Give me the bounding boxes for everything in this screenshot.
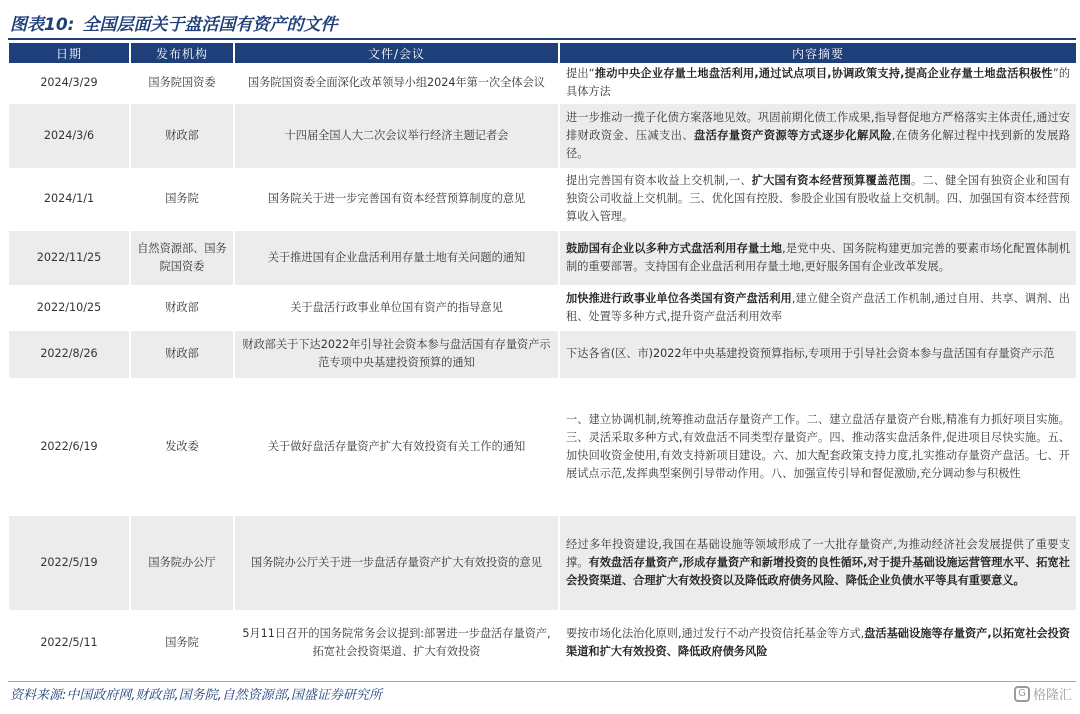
footer-divider [8,681,1076,682]
summary-highlight: 鼓励国有企业以多种方式盘活利用存量土地 [566,241,783,255]
cell-org: 国务院 [130,610,234,676]
cell-document: 国务院办公厅关于进一步盘活存量资产扩大有效投资的意见 [234,515,559,610]
cell-date: 2022/5/11 [9,610,130,676]
watermark-text: 格隆汇 [1032,688,1072,703]
summary-highlight: 盘活存量资产资源等方式逐步化解风险 [694,128,892,142]
summary-highlight: 有效盘活存量资产,形成存量资产和新增投资的良性循环,对于提升基础设施运营管理水平、拓宽社会投资渠道、合理扩大有效投资以及降低政府债务风险、降低企业负债水平等具有重要意义。 [566,555,1070,587]
cell-document: 十四届全国人大二次会议举行经济主题记者会 [234,103,559,168]
cell-document: 财政部关于下达2022年引导社会资本参与盘活国有存量资产示范专项中央基建投资预算的通知 [234,330,559,378]
cell-document: 关于推进国有企业盘活利用存量土地有关问题的通知 [234,230,559,285]
table-header-row [9,43,1076,63]
policy-documents-table [9,43,1076,677]
table-row [9,168,1076,230]
cell-org: 国务院国资委 [130,63,234,103]
summary-highlight: 扩大国有资本经营预算覆盖范围 [751,174,911,187]
cell-org: 自然资源部、国务院国资委 [130,230,234,285]
cell-document: 国务院国资委全面深化改革领导小组2024年第一次全体会议 [234,63,559,103]
summary-text: 经过多年投资建设,我国在基础设施等领域形成了一大批存量资产,为推动经济社会发展提供了重要支撑。 [566,537,1070,569]
summary-text: 进一步推动一揽子化债方案落地见效。巩固前期化债工作成果,指导督促地方严格落实主体责任,通过安排财政资金、压减支出、 [566,110,1070,142]
cell-date: 2022/10/25 [9,285,130,330]
summary-text: 提出“ [566,66,595,80]
summary-text: ,在债务化解过程中找到新的发展路径。 [566,128,1070,160]
cell-summary [559,330,1076,378]
cell-org: 财政部 [130,103,234,168]
summary-highlight: 推动中央企业存量土地盘活利用,通过试点项目,协调政策支持,提高企业存量土地盘活积极性 [594,66,1053,80]
cell-summary [559,610,1076,676]
summary-text: ,是党中央、国务院构建更加完善的要素市场化配置体制机制的重要部署。支持国有企业盘活利用存量土地,更好服务国有企业改革发展。 [566,241,1070,273]
cell-date: 2022/8/26 [9,330,130,378]
column-header-document: 文件/会议 [234,43,559,63]
cell-org: 国务院 [130,168,234,230]
figure-title-text: 全国层面关于盘活国有资产的文件 [82,14,338,35]
cell-document: 关于盘活行政事业单位国有资产的指导意见 [234,285,559,330]
summary-text: 要按市场化法治化原则,通过发行不动产投资信托基金等方式, [566,627,865,640]
column-header-summary: 内容摘要 [559,43,1076,63]
summary-highlight: 加快推进行政事业单位各类国有资产盘活利用 [566,291,792,305]
table-row [9,103,1076,168]
cell-summary [559,515,1076,610]
summary-text: ,建立健全资产盘活工作机制,通过自用、共享、调剂、出租、处置等多种方式,提升资产盘活利用效率 [566,291,1070,323]
cell-document: 5月11日召开的国务院常务会议提到:部署进一步盘活存量资产,拓宽社会投资渠道、扩大有效投资 [234,610,559,676]
cell-summary [559,63,1076,103]
summary-text: 下达各省(区、市)2022年中央基建投资预算指标,专项用于引导社会资本参与盘活国有存量资产示范 [566,347,1055,360]
cell-date: 2024/3/6 [9,103,130,168]
cell-date: 2024/3/29 [9,63,130,103]
table-row [9,330,1076,378]
table-row [9,230,1076,285]
title-divider [8,38,1076,40]
cell-summary [559,103,1076,168]
cell-org: 发改委 [130,378,234,515]
summary-highlight: 盘活基础设施等存量资产,以拓宽社会投资渠道和扩大有效投资、降低政府债务风险 [566,627,1070,658]
table-row [9,515,1076,610]
watermark-logo [1014,684,1072,703]
cell-summary [559,230,1076,285]
cell-date: 2022/11/25 [9,230,130,285]
cell-summary [559,168,1076,230]
cell-date: 2022/6/19 [9,378,130,515]
figure-number: 图表10: [10,14,75,35]
table-row [9,610,1076,676]
summary-text: 。二、健全国有独资企业和国有独资公司收益上交机制。三、优化国有控股、参股企业国有股收益上交机制。四、加强国有资本经营预算收入管理。 [566,174,1070,223]
cell-summary [559,378,1076,515]
table-row [9,285,1076,330]
cell-summary [559,285,1076,330]
cell-org: 财政部 [130,330,234,378]
column-header-date: 日期 [9,43,130,63]
figure-title [10,7,337,37]
cell-date: 2022/5/19 [9,515,130,610]
column-header-org: 发布机构 [130,43,234,63]
table-row [9,63,1076,103]
cell-document: 国务院关于进一步完善国有资本经营预算制度的意见 [234,168,559,230]
cell-date: 2024/1/1 [9,168,130,230]
gelonghui-logo-icon: G [1014,686,1030,702]
table-row [9,378,1076,515]
cell-document: 关于做好盘活存量资产扩大有效投资有关工作的通知 [234,378,559,515]
source-note: 资料来源:中国政府网,财政部,国务院,自然资源部,国盛证券研究所 [10,688,382,703]
summary-text: ”的具体方法 [566,66,1071,98]
cell-org: 财政部 [130,285,234,330]
summary-text: 一、建立协调机制,统筹推动盘活存量资产工作。二、建立盘活存量资产台账,精准有力抓好项目实施。三、灵活采取多种方式,有效盘活不同类型存量资产。四、推动落实盘活条件,促进项目尽快实施。五、加快回收资金使用,有效支持新项目建设。六、加大配套政策支持力度,扎实推动存量资产盘活。七、开展试点示范,发挥典型案例引导带动作用。八、加强宣传引导和督促激励,充分调动参与积极性 [566,412,1070,480]
cell-org: 国务院办公厅 [130,515,234,610]
summary-text: 提出完善国有资本收益上交机制,一、 [566,174,752,187]
